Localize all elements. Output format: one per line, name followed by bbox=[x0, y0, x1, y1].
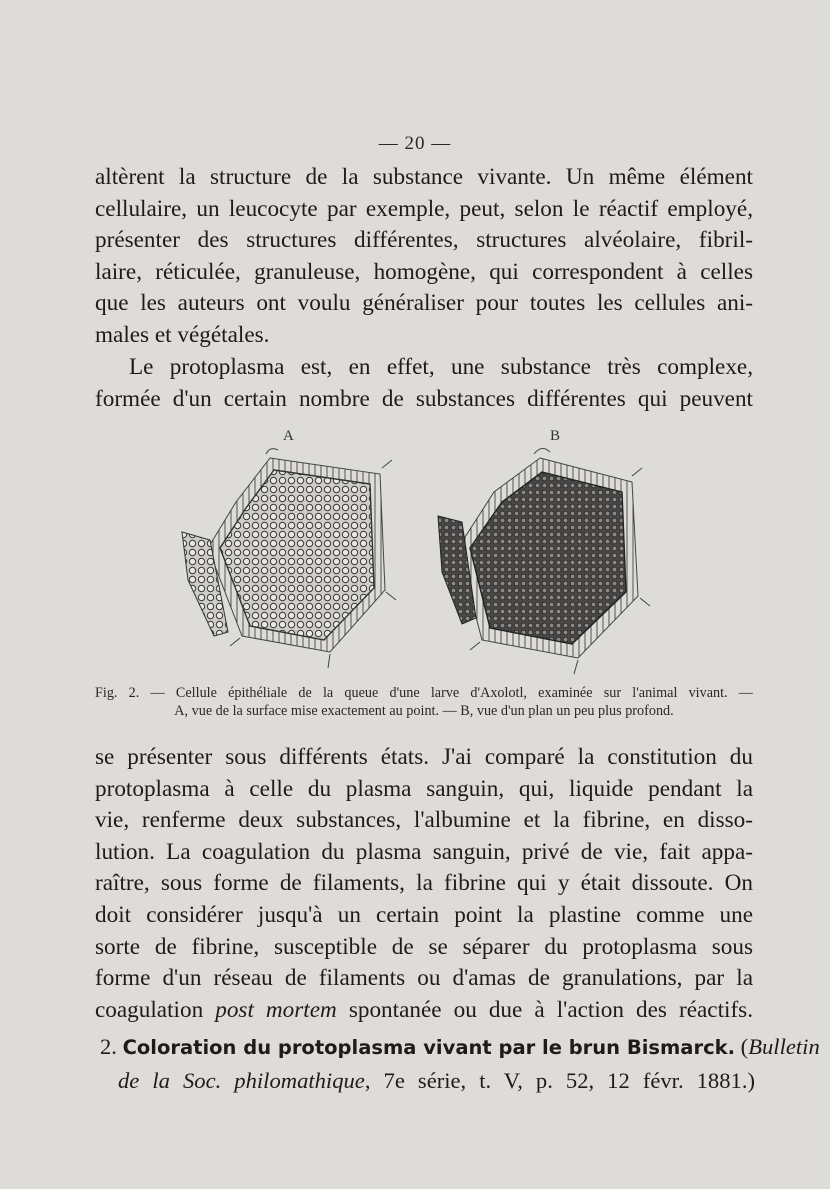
reference-number: 2. bbox=[100, 1034, 123, 1059]
paragraph-3 bbox=[95, 742, 753, 1026]
text-line: lution. La coagulation du plasma sanguin, privé de vie, fait appa- bbox=[95, 838, 753, 865]
text-line: cellulaire, un leucocyte par exemple, peut, selon le réactif employé, bbox=[95, 195, 753, 222]
text-line: laire, réticulée, granuleuse, homogène, qui correspondent à celles bbox=[95, 258, 753, 285]
text-line: présenter des structures différentes, structures alvéolaire, fibril- bbox=[95, 227, 753, 254]
text-line: que les auteurs ont voulu généraliser pour toutes les cellules ani- bbox=[95, 290, 753, 317]
figure-cell-illustration bbox=[170, 440, 660, 680]
text-line bbox=[95, 995, 753, 1027]
reference-line bbox=[100, 1030, 820, 1064]
text-line: vie, renferme deux substances, l'albumine et la fibrine, en disso- bbox=[95, 807, 753, 834]
reference-details: , 7e série, t. V, p. 52, 12 févr. 1881.) bbox=[364, 1068, 755, 1093]
text-line: forme d'un réseau de filaments ou d'amas de granulations, par la bbox=[95, 965, 753, 992]
caption-line: A, vue de la surface mise exactement au point. — B, vue d'un plan un peu plus profond. bbox=[174, 703, 674, 719]
page-number: — 20 — bbox=[378, 133, 452, 154]
text-line: raître, sous forme de filaments, la fibrine qui y était dissoute. On bbox=[95, 870, 753, 897]
text-line: doit considérer jusqu'à un certain point la plastine comme une bbox=[95, 901, 753, 928]
caption-line: Fig. 2. — Cellule épithéliale de la queue d'une larve d'Axolotl, examinée sur l'animal vivant. — bbox=[95, 685, 753, 701]
text-line: sorte de fibrine, susceptible de se séparer du protoplasma sous bbox=[95, 933, 753, 960]
reference-entry bbox=[100, 1030, 820, 1097]
reference-paren: ( bbox=[735, 1034, 749, 1059]
text-line: males et végétales. bbox=[95, 321, 270, 348]
figure-label-a: A bbox=[283, 428, 294, 444]
text-line: protoplasma à celle du plasma sanguin, qui, liquide pendant la bbox=[95, 775, 753, 802]
reference-journal: de la Soc. philomathique bbox=[118, 1068, 365, 1093]
text-line: Le protoplasma est, en effet, une substance très complexe, bbox=[129, 354, 753, 380]
reference-journal: Bulletin bbox=[748, 1034, 820, 1059]
text-fragment: spontanée ou due à l'action des réactifs. bbox=[336, 996, 754, 1023]
paragraph-1 bbox=[95, 162, 753, 352]
text-fragment: coagulation bbox=[95, 996, 216, 1023]
paragraph-2 bbox=[95, 352, 753, 415]
text-line: formée d'un certain nombre de substances différentes qui peuvent bbox=[95, 385, 753, 412]
reference-line bbox=[100, 1064, 755, 1097]
reference-title: Coloration du protoplasma vivant par le brun Bismarck. bbox=[122, 1036, 736, 1059]
cell-a bbox=[182, 449, 396, 668]
figure-caption bbox=[95, 684, 753, 720]
italic-term: post mortem bbox=[215, 996, 337, 1023]
text-line: se présenter sous différents états. J'ai comparé la constitution du bbox=[95, 744, 753, 770]
text-line: altèrent la structure de la substance vivante. Un même élément bbox=[95, 164, 753, 190]
figure-label-b: B bbox=[550, 428, 561, 444]
cell-b bbox=[438, 448, 650, 674]
